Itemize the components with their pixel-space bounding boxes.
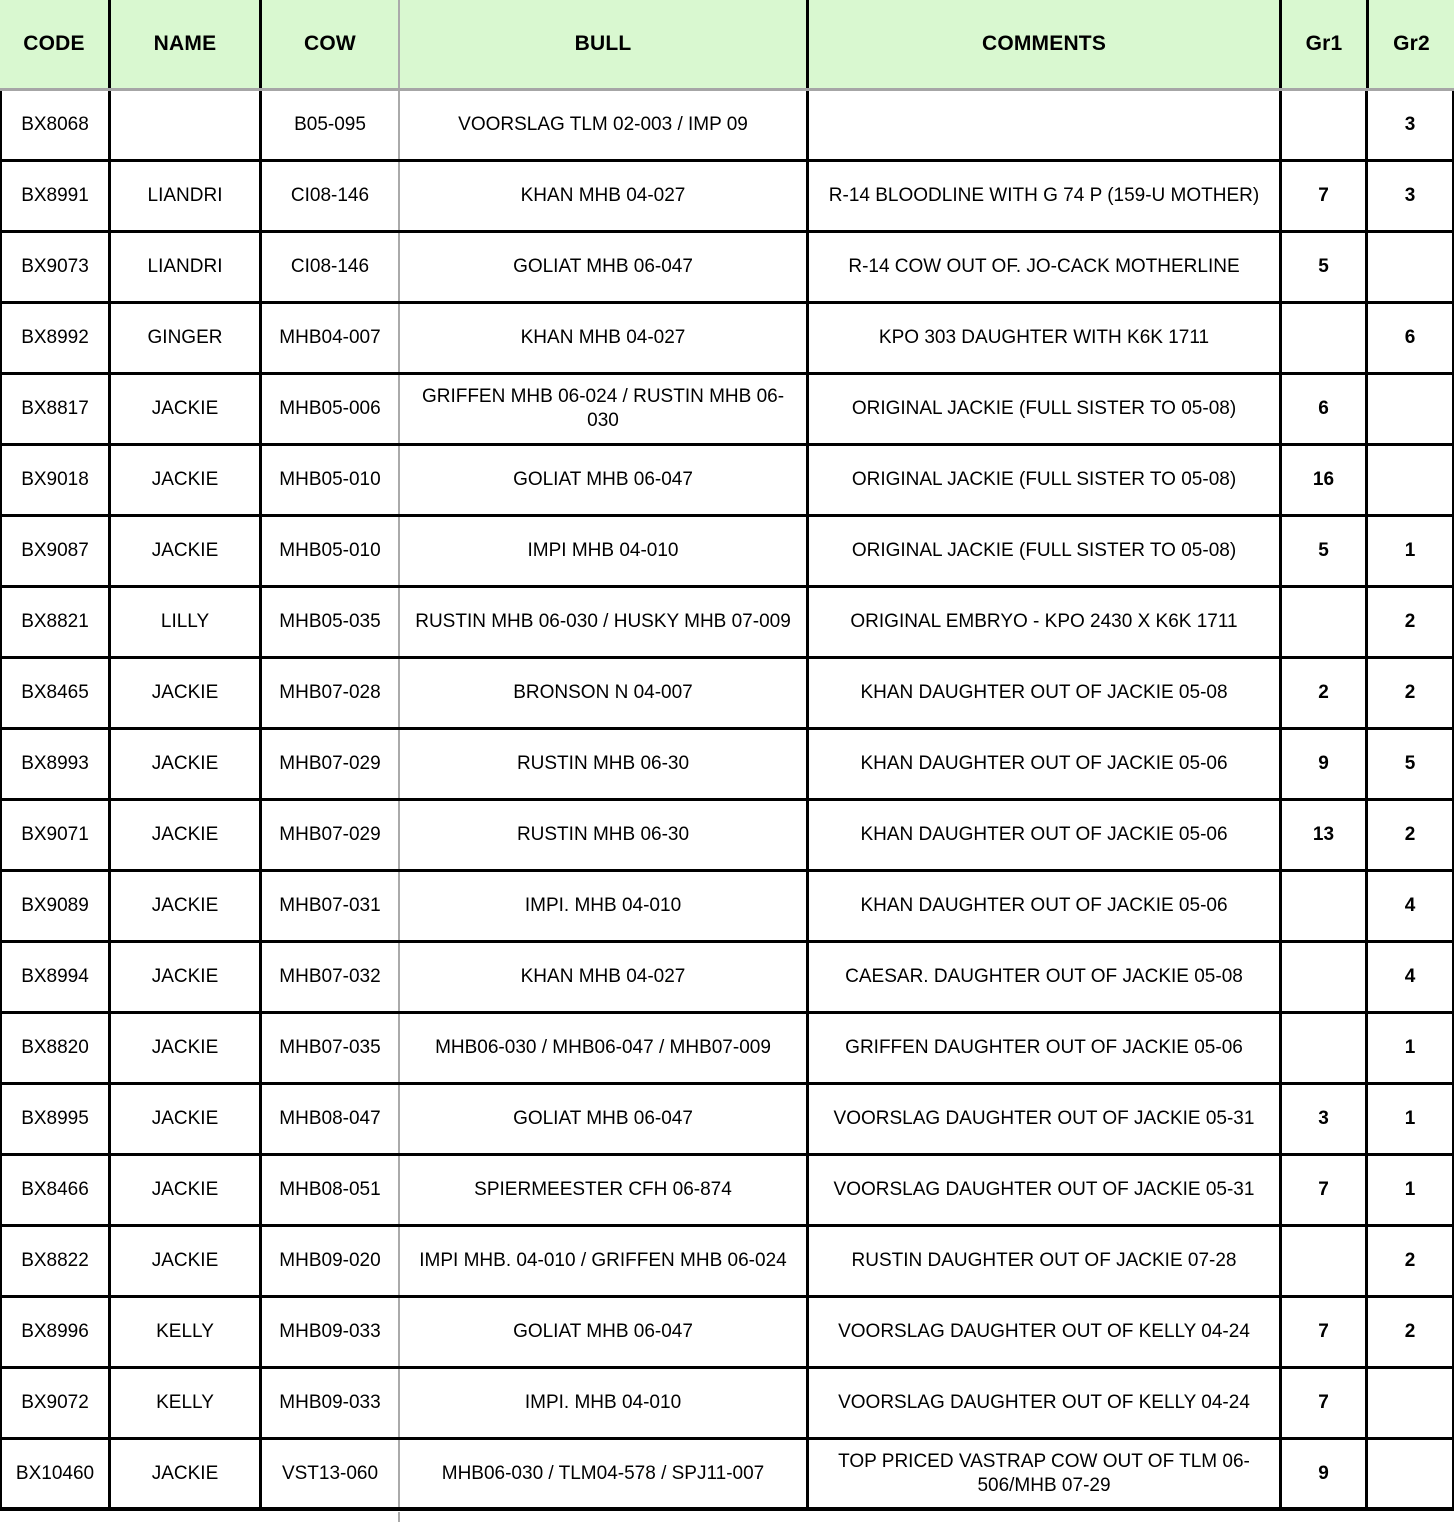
column-header-gr2: Gr2 [1366,0,1454,88]
cell-comments: ORIGINAL EMBRYO - KPO 2430 X K6K 1711 [806,588,1279,656]
cell-name: KELLY [108,1298,259,1366]
cell-code: BX8993 [21,753,89,775]
cell-comments: KHAN DAUGHTER OUT OF JACKIE 05-08 [806,659,1279,727]
column-header-cow: COW [259,0,398,88]
cell-gr2: 3 [1365,162,1452,230]
table-row [0,375,1454,446]
cell-name: JACKIE [108,517,259,585]
cell-comments: VOORSLAG DAUGHTER OUT OF JACKIE 05-31 [806,1085,1279,1153]
column-header-bull: BULL [398,0,806,88]
cell-gr1 [1279,91,1365,159]
cell-name: GINGER [108,304,259,372]
table-row [0,162,1454,233]
table-header-row [0,0,1454,91]
cell-code: BX8820 [21,1037,89,1059]
cell-code: BX9072 [21,1392,89,1414]
cell-cow: MHB07-029 [259,730,398,798]
cow-bull-divider-tail [398,1512,400,1522]
cell-gr2: 1 [1365,517,1452,585]
cell-bull: MHB06-030 / TLM04-578 / SPJ11-007 [398,1440,806,1507]
cell-name: JACKIE [108,1014,259,1082]
cell-code: BX8821 [21,611,89,633]
cell-gr2 [1365,375,1452,443]
cell-gr1: 16 [1279,446,1365,514]
table-row [0,1227,1454,1298]
cell-name: LIANDRI [108,233,259,301]
cell-gr2 [1365,446,1452,514]
cell-bull: KHAN MHB 04-027 [398,162,806,230]
cell-comments: ORIGINAL JACKIE (FULL SISTER TO 05-08) [806,446,1279,514]
table-row [0,1156,1454,1227]
cell-cow: MHB09-020 [259,1227,398,1295]
cell-comments: R-14 COW OUT OF. JO-CACK MOTHERLINE [806,233,1279,301]
cell-gr2: 2 [1365,801,1452,869]
cell-comments: R-14 BLOODLINE WITH G 74 P (159-U MOTHER) [806,162,1279,230]
cell-gr1: 2 [1279,659,1365,727]
cell-name: KELLY [108,1369,259,1437]
cell-code: BX8466 [21,1179,89,1201]
cell-cow: B05-095 [259,91,398,159]
cell-gr1 [1279,943,1365,1011]
cell-gr1: 5 [1279,517,1365,585]
table-row [0,730,1454,801]
cell-bull: IMPI. MHB 04-010 [398,872,806,940]
cell-bull: IMPI. MHB 04-010 [398,1369,806,1437]
cell-gr2: 1 [1365,1014,1452,1082]
cell-gr1 [1279,304,1365,372]
table-row [0,943,1454,1014]
cell-gr1: 9 [1279,730,1365,798]
column-header-comments: COMMENTS [806,0,1279,88]
cell-bull: GOLIAT MHB 06-047 [398,1298,806,1366]
table-row [0,872,1454,943]
cell-cow: MHB07-035 [259,1014,398,1082]
cell-gr1: 7 [1279,1156,1365,1224]
cell-gr1 [1279,872,1365,940]
cell-name: LILLY [108,588,259,656]
cell-cow: MHB07-029 [259,801,398,869]
cell-code: BX8996 [21,1321,89,1343]
cell-gr1: 7 [1279,1298,1365,1366]
cell-gr2: 2 [1365,1227,1452,1295]
cell-comments: KHAN DAUGHTER OUT OF JACKIE 05-06 [806,872,1279,940]
cell-gr1 [1279,588,1365,656]
cell-name: JACKIE [108,1227,259,1295]
cell-cow: MHB07-032 [259,943,398,1011]
table-row [0,801,1454,872]
cell-code: BX8992 [21,327,89,349]
cell-name: JACKIE [108,446,259,514]
table-row [0,1369,1454,1440]
cell-gr1: 9 [1279,1440,1365,1507]
cell-code: BX8465 [21,682,89,704]
cell-gr1: 5 [1279,233,1365,301]
cell-cow: MHB04-007 [259,304,398,372]
cell-gr2 [1365,1440,1452,1507]
table-row [0,517,1454,588]
cell-comments: RUSTIN DAUGHTER OUT OF JACKIE 07-28 [806,1227,1279,1295]
cell-comments: CAESAR. DAUGHTER OUT OF JACKIE 05-08 [806,943,1279,1011]
cell-gr2: 1 [1365,1085,1452,1153]
cell-name [108,91,259,159]
table-row [0,1014,1454,1085]
cell-cow: MHB07-028 [259,659,398,727]
cell-comments: KPO 303 DAUGHTER WITH K6K 1711 [806,304,1279,372]
cell-bull: BRONSON N 04-007 [398,659,806,727]
cell-code: BX9087 [21,540,89,562]
table-row [0,659,1454,730]
cell-gr2: 6 [1365,304,1452,372]
cell-bull: SPIERMEESTER CFH 06-874 [398,1156,806,1224]
cell-gr2: 2 [1365,1298,1452,1366]
cell-cow: MHB07-031 [259,872,398,940]
cell-code: BX8822 [21,1250,89,1272]
cell-name: JACKIE [108,375,259,443]
cell-bull: VOORSLAG TLM 02-003 / IMP 09 [398,91,806,159]
cell-bull: GRIFFEN MHB 06-024 / RUSTIN MHB 06-030 [398,375,806,443]
cell-cow: MHB08-047 [259,1085,398,1153]
cell-cow: MHB05-006 [259,375,398,443]
cell-bull: GOLIAT MHB 06-047 [398,1085,806,1153]
cell-code: BX9073 [21,256,89,278]
table-row [0,1298,1454,1369]
cell-comments [806,91,1279,159]
cell-bull: KHAN MHB 04-027 [398,943,806,1011]
cell-code: BX9018 [21,469,89,491]
cell-comments: VOORSLAG DAUGHTER OUT OF KELLY 04-24 [806,1369,1279,1437]
table-row [0,304,1454,375]
cell-comments: VOORSLAG DAUGHTER OUT OF KELLY 04-24 [806,1298,1279,1366]
cell-gr2: 4 [1365,943,1452,1011]
cell-code: BX9089 [21,895,89,917]
cell-cow: VST13-060 [259,1440,398,1507]
cell-cow: CI08-146 [259,162,398,230]
cell-cow: MHB05-035 [259,588,398,656]
cell-bull: GOLIAT MHB 06-047 [398,233,806,301]
cell-code: BX8068 [21,114,89,136]
cell-comments: KHAN DAUGHTER OUT OF JACKIE 05-06 [806,730,1279,798]
column-header-name: NAME [108,0,259,88]
cell-cow: MHB05-010 [259,517,398,585]
cell-bull: IMPI MHB. 04-010 / GRIFFEN MHB 06-024 [398,1227,806,1295]
cell-gr2: 3 [1365,91,1452,159]
cell-comments: KHAN DAUGHTER OUT OF JACKIE 05-06 [806,801,1279,869]
cell-cow: MHB08-051 [259,1156,398,1224]
cell-code: BX8995 [21,1108,89,1130]
cell-gr1 [1279,1227,1365,1295]
cell-code: BX8817 [21,398,89,420]
cell-cow: CI08-146 [259,233,398,301]
cell-gr2 [1365,1369,1452,1437]
cell-gr2: 2 [1365,588,1452,656]
cell-bull: GOLIAT MHB 06-047 [398,446,806,514]
table-row [0,588,1454,659]
cell-name: JACKIE [108,1440,259,1507]
cell-name: JACKIE [108,801,259,869]
cell-code: BX10460 [15,1462,95,1484]
cell-name: JACKIE [108,872,259,940]
column-header-gr1: Gr1 [1279,0,1366,88]
cell-gr1: 3 [1279,1085,1365,1153]
cell-comments: GRIFFEN DAUGHTER OUT OF JACKIE 05-06 [806,1014,1279,1082]
column-header-code: CODE [23,32,85,55]
table-body [0,91,1454,1511]
cell-comments: VOORSLAG DAUGHTER OUT OF JACKIE 05-31 [806,1156,1279,1224]
cell-comments: ORIGINAL JACKIE (FULL SISTER TO 05-08) [806,375,1279,443]
cell-cow: MHB09-033 [259,1369,398,1437]
cell-name: JACKIE [108,659,259,727]
cell-bull: KHAN MHB 04-027 [398,304,806,372]
table-row [0,91,1454,162]
cell-bull: IMPI MHB 04-010 [398,517,806,585]
cell-name: JACKIE [108,1085,259,1153]
cell-cow: MHB05-010 [259,446,398,514]
table-row [0,1085,1454,1156]
cell-comments: ORIGINAL JACKIE (FULL SISTER TO 05-08) [806,517,1279,585]
cell-code: BX8991 [21,185,89,207]
cell-name: JACKIE [108,730,259,798]
cell-bull: RUSTIN MHB 06-30 [398,801,806,869]
cell-name: JACKIE [108,943,259,1011]
cell-name: LIANDRI [108,162,259,230]
cell-gr2: 5 [1365,730,1452,798]
cell-code: BX8994 [21,966,89,988]
cell-bull: RUSTIN MHB 06-030 / HUSKY MHB 07-009 [398,588,806,656]
cell-name: JACKIE [108,1156,259,1224]
cell-gr2: 2 [1365,659,1452,727]
cell-gr1 [1279,1014,1365,1082]
cell-gr1: 7 [1279,162,1365,230]
cell-gr2: 1 [1365,1156,1452,1224]
cell-bull: RUSTIN MHB 06-30 [398,730,806,798]
cell-code: BX9071 [21,824,89,846]
cell-comments: TOP PRICED VASTRAP COW OUT OF TLM 06-506/MHB 07-29 [806,1440,1279,1507]
cell-gr1: 6 [1279,375,1365,443]
cell-cow: MHB09-033 [259,1298,398,1366]
cell-gr2 [1365,233,1452,301]
cell-bull: MHB06-030 / MHB06-047 / MHB07-009 [398,1014,806,1082]
cell-gr1: 7 [1279,1369,1365,1437]
cell-gr1: 13 [1279,801,1365,869]
table-row [0,233,1454,304]
table-row [0,1440,1454,1511]
table-row [0,446,1454,517]
cell-gr2: 4 [1365,872,1452,940]
